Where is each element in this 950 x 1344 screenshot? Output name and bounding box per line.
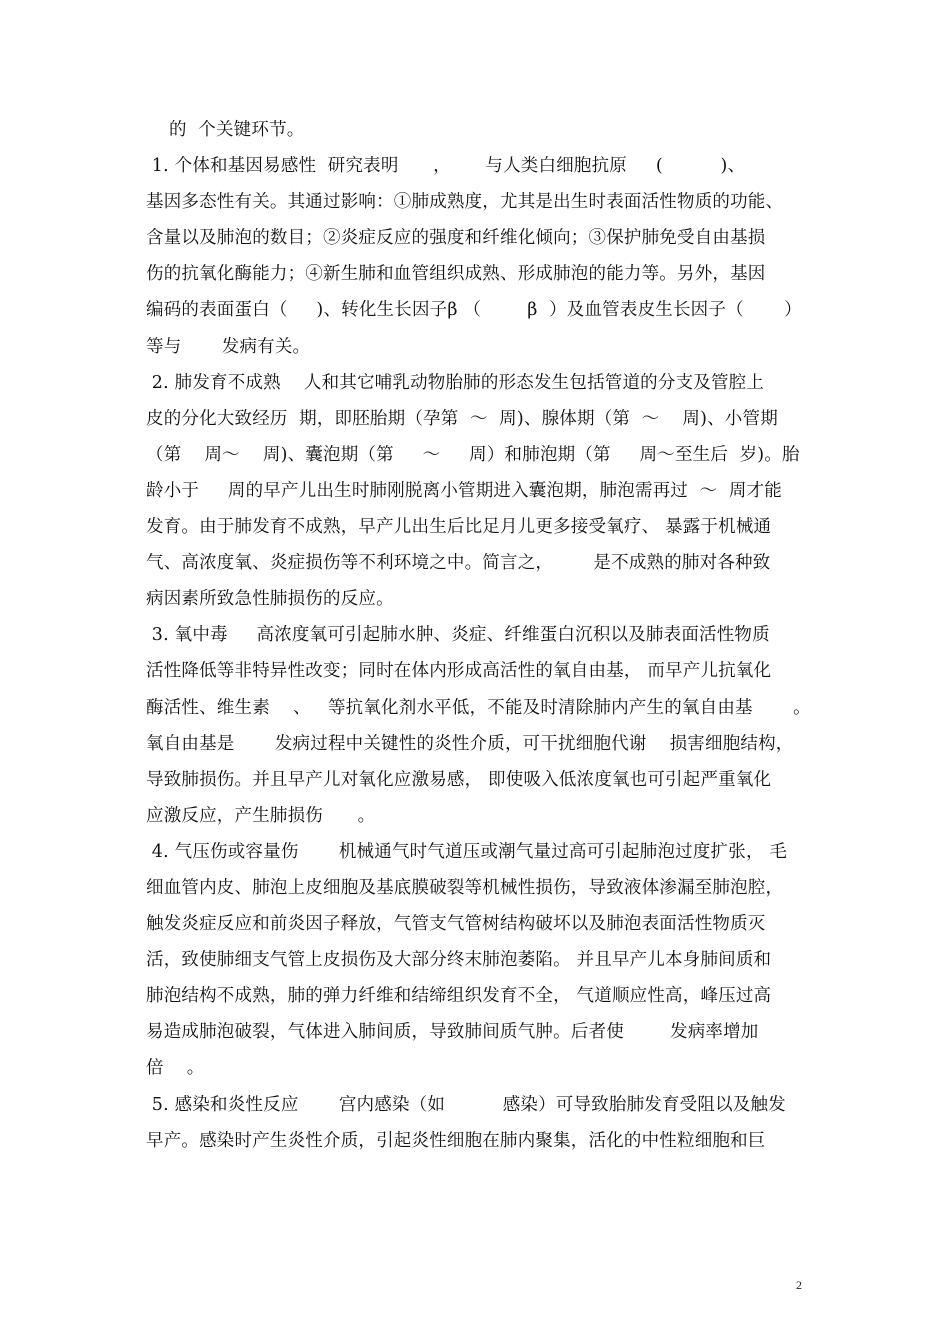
text-line: （第 周～ 周)、囊泡期（第 ～ 周）和肺泡期（第 周～至生后 岁)。胎 — [146, 444, 800, 465]
text-line: 龄小于 周的早产儿出生时肺刚脱离小管期进入囊泡期，肺泡需再过 ～ 周才能 — [146, 480, 782, 501]
text-line: 5. 感染和炎性反应 宫内感染（如 感染）可导致胎肺发育受阻以及触发 — [146, 1094, 786, 1115]
text-line: 基因多态性有关。其通过影响：①肺成熟度，尤其是出生时表面活性物质的功能、 — [146, 192, 784, 213]
text-line: 等与 发病有关。 — [146, 336, 311, 357]
text-line: 1. 个体和基因易感性 研究表明 ， 与人类白细胞抗原 ( )、 — [146, 156, 746, 177]
text-line: 活，致使肺细支气管上皮损伤及大部分终末肺泡萎陷。 并且早产儿本身肺间质和 — [146, 950, 772, 971]
text-line: 早产。感染时产生炎性介质，引起炎性细胞在肺内聚集，活化的中性粒细胞和巨 — [146, 1130, 766, 1151]
text-line: 2. 肺发育不成熟 人和其它哺乳动物胎肺的形态发生包括管道的分支及管腔上 — [146, 372, 765, 393]
text-line: 伤的抗氧化酶能力；④新生肺和血管组织成熟、形成肺泡的能力等。另外，基因 — [146, 264, 766, 285]
text-line: 4. 气压伤或容量伤 机械通气时气道压或潮气量过高可引起肺泡过度扩张， 毛 — [146, 841, 788, 862]
text-line: 气、高浓度氧、炎症损伤等不利环境之中。简言之， 是不成熟的肺对各种致 — [146, 553, 771, 574]
page-number: 2 — [796, 1278, 802, 1292]
text-line: 易造成肺泡破裂，气体进入肺间质，导致肺间质气肿。后者使 发病率增加 — [146, 1022, 759, 1043]
text-line: 细血管内皮、肺泡上皮细胞及基底膜破裂等机械性损伤，导致液体渗漏至肺泡腔， — [146, 877, 784, 898]
text-line: 病因素所致急性肺损伤的反应。 — [146, 589, 394, 610]
body-text — [146, 112, 816, 1159]
text-line: 发育。由于肺发育不成熟，早产儿出生后比足月儿更多接受氧疗、 暴露于机械通 — [146, 517, 772, 538]
text-line: 编码的表面蛋白（ )、转化生长因子β （ β ）及血管表皮生长因子（ ） — [146, 300, 802, 321]
text-line: 应激反应，产生肺损伤 。 — [146, 805, 376, 826]
text-line: 的 个关键环节。 — [146, 120, 305, 140]
text-line: 酶活性、维生素 、 等抗氧化剂水平低，不能及时清除肺内产生的氧自由基 。 — [146, 697, 811, 718]
text-line: 肺泡结构不成熟，肺的弹力纤维和结缔组织发育不全， 气道顺应性高，峰压过高 — [146, 986, 772, 1007]
text-line: 触发炎症反应和前炎因子释放，气管支气管树结构破坏以及肺泡表面活性物质灭 — [146, 914, 766, 935]
text-line: 氧自由基是 发病过程中关键性的炎性介质，可干扰细胞代谢 损害细胞结构， — [146, 733, 794, 754]
text-line: 含量以及肺泡的数目；②炎症反应的强度和纤维化倾向；③保护肺免受自由基损 — [146, 228, 766, 249]
text-line: 导致肺损伤。并且早产儿对氧化应激易感， 即使吸入低浓度氧也可引起严重氧化 — [146, 769, 772, 790]
text-line: 3. 氧中毒 高浓度氧可引起肺水肿、炎症、纤维蛋白沉积以及肺表面活性物质 — [146, 625, 770, 646]
text-line: 皮的分化大致经历 期，即胚胎期（孕第 ～ 周)、腺体期（第 ～ 周)、小管期 — [146, 408, 778, 429]
text-line: 倍 。 — [146, 1058, 205, 1079]
text-line: 活性降低等非特异性改变；同时在体内形成高活性的氧自由基， 而早产儿抗氧化 — [146, 661, 772, 682]
